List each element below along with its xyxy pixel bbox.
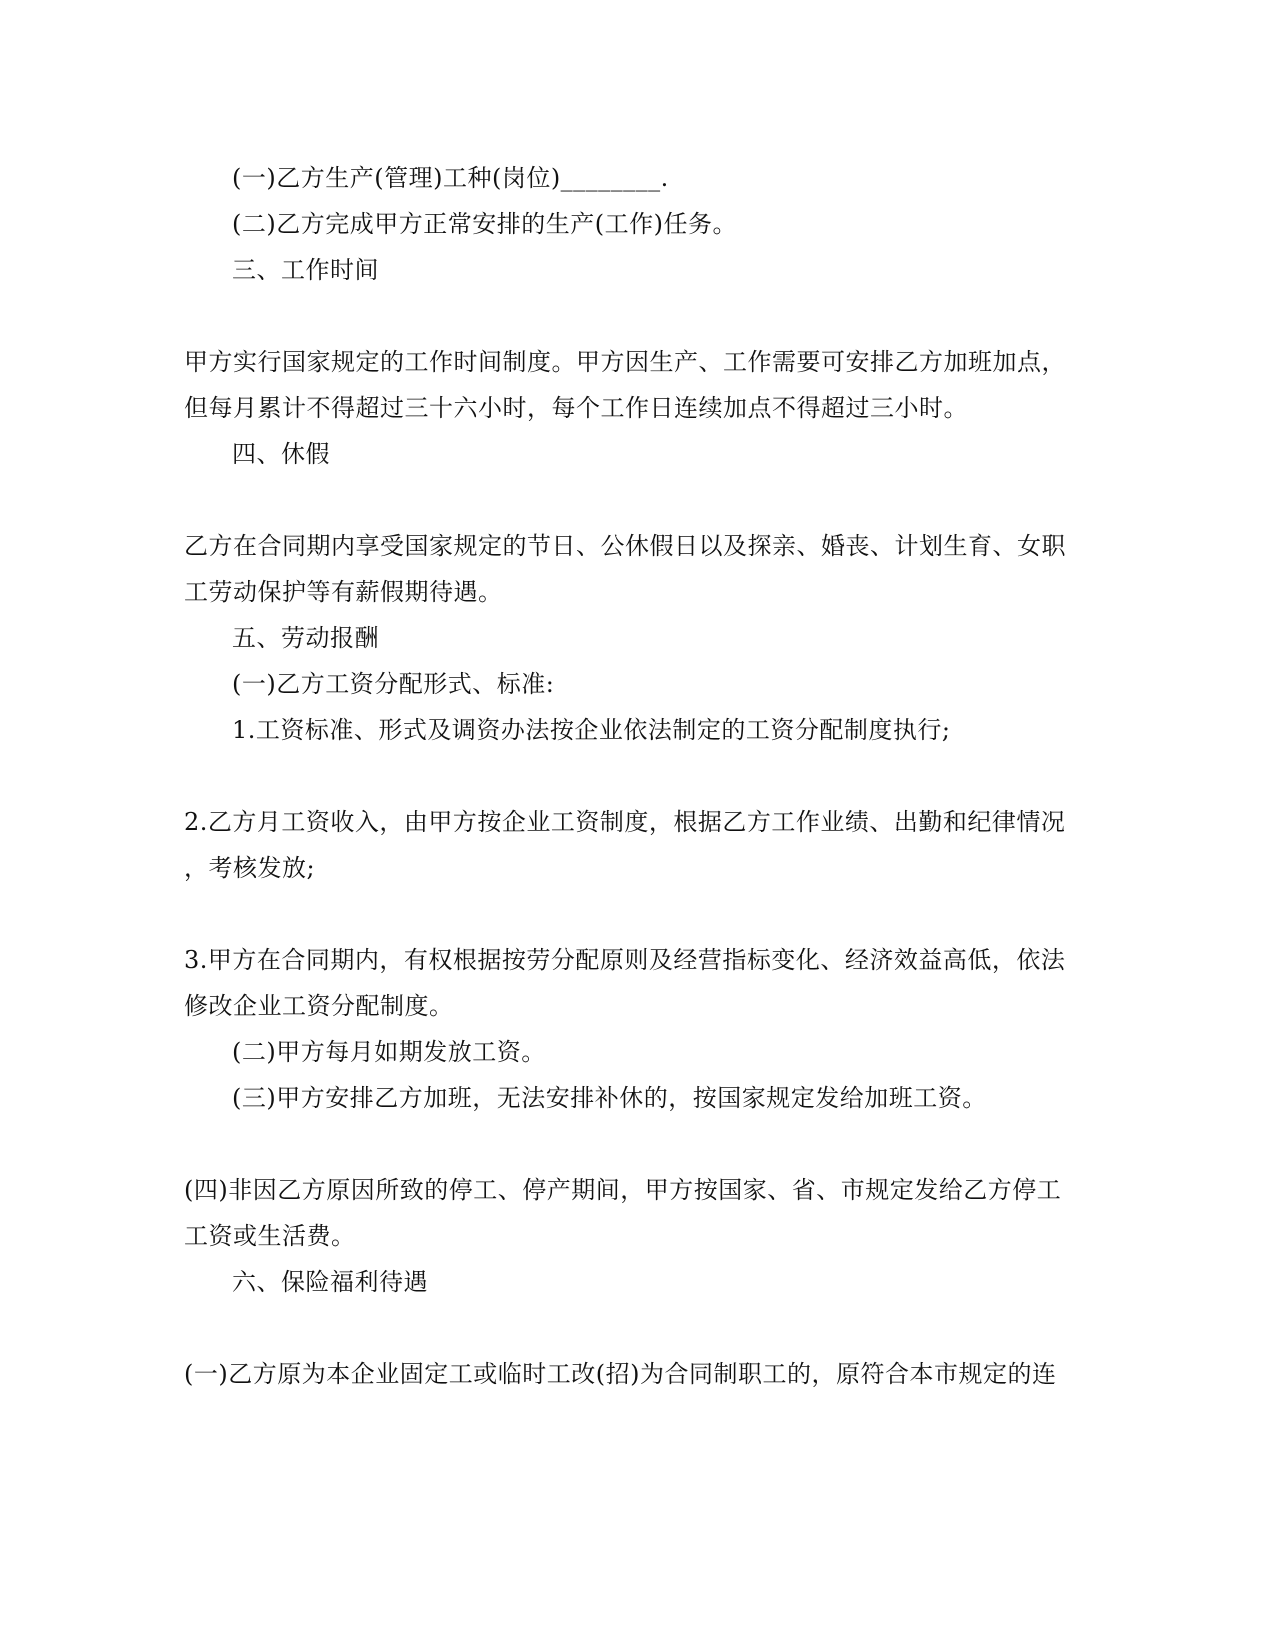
heading-leave: 四、休假 (232, 440, 330, 468)
paragraph-leave-line-2: 工劳动保护等有薪假期待遇。 (184, 578, 503, 606)
heading-remuneration: 五、劳动报酬 (232, 624, 379, 652)
clause-wage-item-2-line-1: 2.乙方月工资收入，由甲方按企业工资制度，根据乙方工作业绩、出勤和纪律情况 (184, 808, 1066, 836)
heading-working-hours: 三、工作时间 (232, 256, 379, 284)
clause-stoppage-pay-line-1: (四)非因乙方原因所致的停工、停产期间，甲方按国家、省、市规定发给乙方停工 (184, 1176, 1062, 1204)
clause-wage-item-1: 1.工资标准、形式及调资办法按企业依法制定的工资分配制度执行; (232, 716, 951, 744)
clause-stoppage-pay-line-2: 工资或生活费。 (184, 1222, 356, 1250)
paragraph-working-hours-line-1: 甲方实行国家规定的工作时间制度。甲方因生产、工作需要可安排乙方加班加点， (184, 348, 1066, 376)
clause-wage-item-3-line-1: 3.甲方在合同期内，有权根据按劳分配原则及经营指标变化、经济效益高低，依法 (184, 946, 1066, 974)
paragraph-working-hours-line-2: 但每月累计不得超过三十六小时，每个工作日连续加点不得超过三小时。 (184, 394, 968, 422)
clause-wage-item-3-line-2: 修改企业工资分配制度。 (184, 992, 454, 1020)
paragraph-leave-line-1: 乙方在合同期内享受国家规定的节日、公休假日以及探亲、婚丧、计划生育、女职 (184, 532, 1066, 560)
clause-insurance-1-line-1: (一)乙方原为本企业固定工或临时工改(招)为合同制职工的，原符合本市规定的连 (184, 1360, 1057, 1388)
clause-5-2-task: (二)乙方完成甲方正常安排的生产(工作)任务。 (232, 210, 737, 238)
clause-wage-item-2-line-2: ，考核发放; (184, 854, 316, 882)
heading-insurance-welfare: 六、保险福利待遇 (232, 1268, 428, 1296)
clause-overtime-pay: (三)甲方安排乙方加班，无法安排补休的，按国家规定发给加班工资。 (232, 1084, 987, 1112)
clause-5-1-job-type: (一)乙方生产(管理)工种(岗位)________. (232, 164, 669, 192)
clause-monthly-pay: (二)甲方每月如期发放工资。 (232, 1038, 546, 1066)
clause-wage-form: (一)乙方工资分配形式、标准: (232, 670, 555, 698)
